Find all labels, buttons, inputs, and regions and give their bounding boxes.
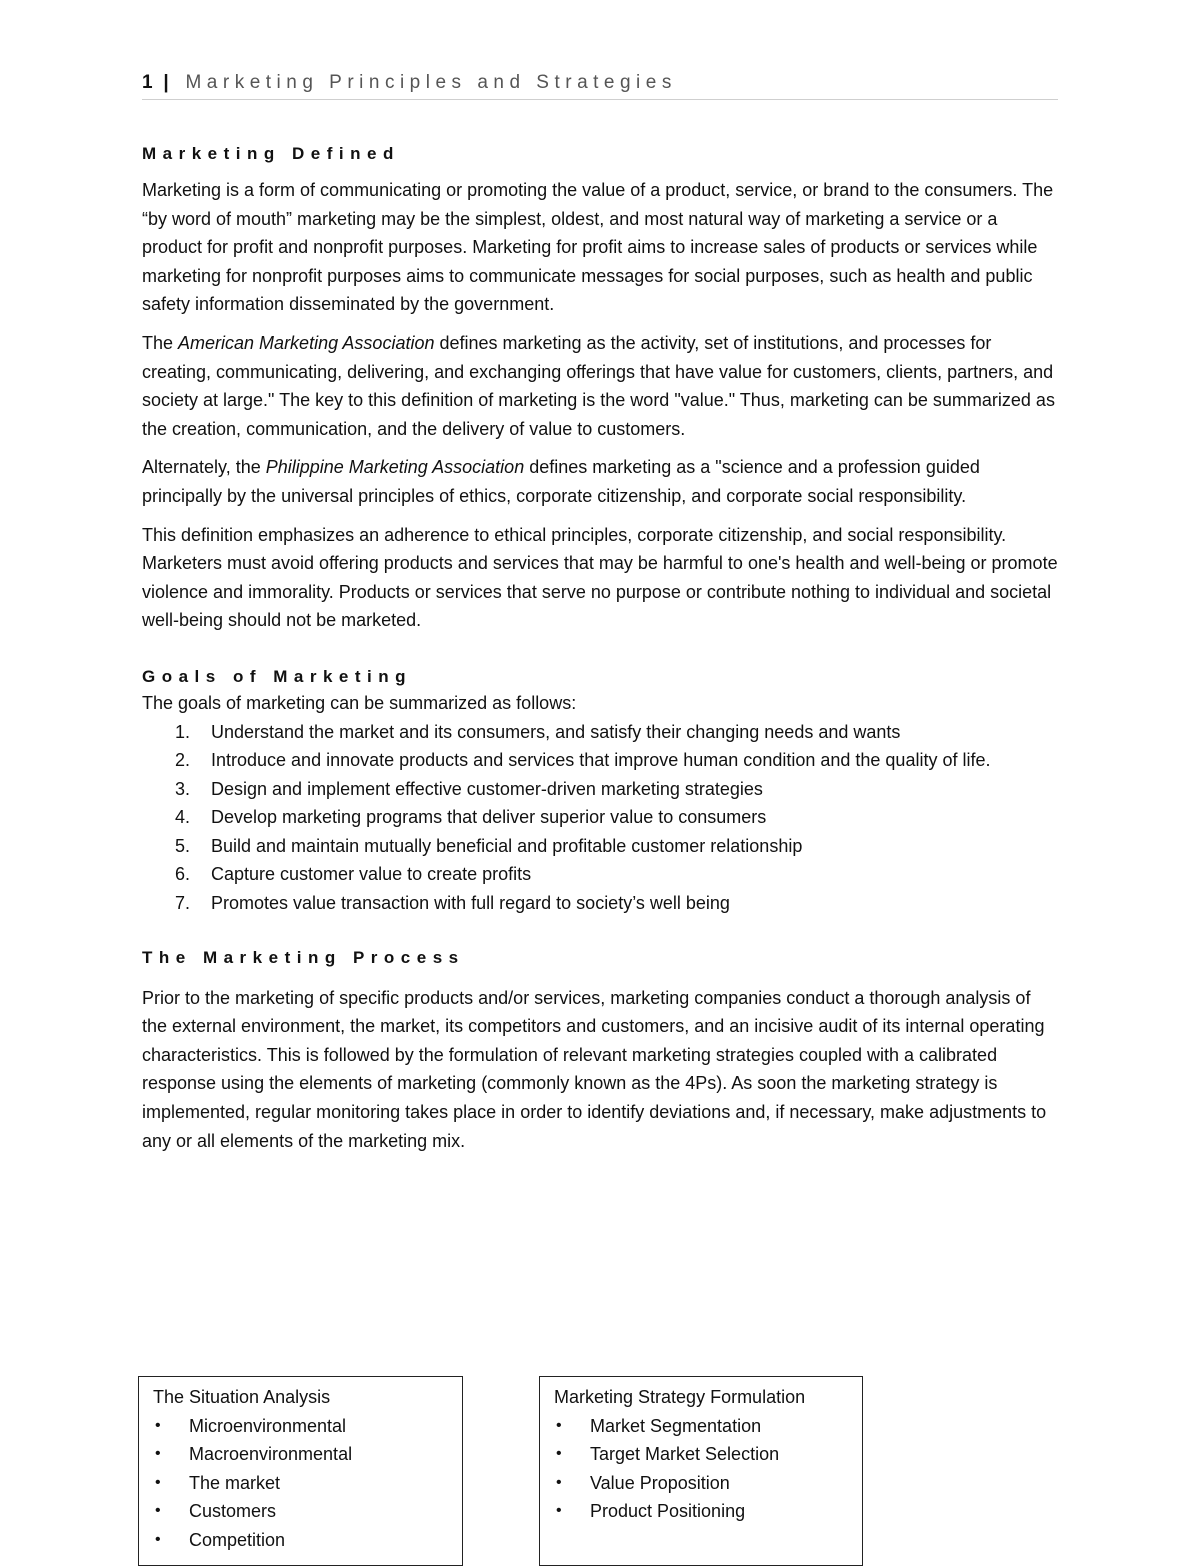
list-item-text: The market [189, 1472, 281, 1493]
list-item [142, 889, 1060, 918]
list-item-text: Introduce and innovate products and services that improve human condition and the quality of life. [211, 750, 991, 771]
bullet-icon: • [556, 1473, 562, 1491]
bullet-icon: • [155, 1416, 161, 1434]
list-number: 4. [175, 807, 191, 828]
paragraph [142, 453, 1060, 510]
bullet-icon: • [556, 1445, 562, 1462]
list-number: 7. [175, 893, 191, 914]
list-item-text: Develop marketing programs that deliver superior value to consumers [211, 807, 767, 828]
list-item [142, 775, 1060, 804]
bullet-icon: • [155, 1445, 161, 1462]
list-item-text: Target Market Selection [590, 1444, 780, 1464]
italic-org-name: Philippine Marketing Association [265, 457, 525, 478]
section-marketing-process [142, 948, 1060, 1156]
paragraph: This definition emphasizes an adherence to ethical principles, corporate citizenship, and social responsibility. Marketers must avoid offering products and services that may be harmful to one's health and well-being or promote violence and immorality. Products or services that serve no purpose or contribute nothing to individual and societal well-being should not be marketed. [142, 524, 1058, 631]
box-title: Marketing Strategy Formulation [554, 1387, 806, 1407]
bullet-icon: • [155, 1473, 161, 1491]
section-title-marketing-defined: Marketing Defined [142, 144, 400, 163]
list-item-text: Product Positioning [590, 1501, 746, 1521]
bullet-icon: • [556, 1502, 562, 1519]
list-item [153, 1469, 450, 1498]
list-item [153, 1526, 450, 1555]
list-item-text: Promotes value transaction with full regard to society’s well being [211, 893, 730, 914]
text-run: Alternately, the [142, 457, 266, 478]
list-number: 6. [175, 864, 191, 885]
list-item [142, 860, 1060, 889]
text-run: The [142, 332, 179, 353]
list-item [554, 1440, 850, 1469]
box-list [153, 1412, 450, 1555]
list-item [153, 1412, 450, 1441]
list-item-text: Macroenvironmental [189, 1444, 353, 1464]
list-item [142, 746, 1060, 775]
list-item-text: Build and maintain mutually beneficial and profitable customer relationship [211, 835, 803, 856]
paragraph: Prior to the marketing of specific products and/or services, marketing companies conduct a thorough analysis of the external environment, the market, its competitors and customers, and an incisive audit of its internal operating characteristics. This is followed by the formulation of relevant marketing strategies coupled with a calibrated response using the elements of marketing (commonly known as the 4Ps). As soon the marketing strategy is implemented, regular monitoring takes place in order to identify deviations and, if necessary, make adjustments to any or all elements of the marketing mix. [142, 987, 1047, 1151]
list-item-text: Capture customer value to create profits [211, 864, 532, 885]
list-item [142, 718, 1060, 747]
strategy-formulation-box [539, 1376, 863, 1566]
list-item [142, 832, 1060, 861]
header-separator: | [163, 72, 169, 93]
bullet-icon: • [155, 1530, 161, 1548]
list-item-text: Customers [189, 1501, 277, 1521]
paragraph [142, 329, 1060, 443]
text-run: defines marketing as the activity, set of institutions, and processes for creating, communicating, delivering, and exchanging offerings that have value for customers, clients, partners, and society at large." The key to this definition of marketing is the word "value." Thus, marketing can be summarized as the creation, communication, and the delivery of value to customers. [142, 332, 1055, 439]
page-number: 1 [142, 72, 153, 93]
list-item-text: Design and implement effective customer-driven marketing strategies [211, 778, 763, 799]
list-item [554, 1497, 850, 1526]
list-number: 5. [175, 835, 191, 856]
goals-list [142, 718, 1060, 918]
bullet-icon: • [155, 1502, 161, 1519]
list-item [153, 1440, 450, 1469]
list-item [153, 1497, 450, 1526]
list-number: 1. [175, 721, 191, 742]
header-title: Marketing Principles and Strategies [185, 72, 677, 93]
list-item-text: Value Proposition [590, 1472, 730, 1493]
text-run: defines marketing as a "science and a profession guided principally by the universal principles of ethics, corporate citizenship, and corporate social responsibility. [142, 457, 980, 506]
list-number: 2. [175, 750, 191, 771]
section-title-marketing-process: The Marketing Process [142, 947, 465, 967]
page-header [142, 72, 1058, 100]
section-goals [142, 667, 1060, 918]
paragraph: Marketing is a form of communicating or promoting the value of a product, service, or brand to the consumers. The “by word of mouth” marketing may be the simplest, oldest, and most natural way of marketing a service or a product for profit and nonprofit purposes. Marketing for profit aims to increase sales of products or services while marketing for nonprofit purposes aims to communicate messages for social purposes, such as health and public safety information disseminated by the government. [142, 180, 1054, 315]
list-item-text: Understand the market and its consumers, and satisfy their changing needs and wants [211, 721, 901, 742]
goals-intro: The goals of marketing can be summarized as follows: [142, 692, 577, 713]
list-item-text: Competition [189, 1529, 286, 1550]
list-item-text: Microenvironmental [189, 1415, 347, 1436]
section-title-goals: Goals of Marketing [142, 666, 413, 686]
list-item [142, 803, 1060, 832]
list-number: 3. [175, 778, 191, 799]
list-item [554, 1412, 850, 1441]
box-list [554, 1412, 850, 1526]
situation-analysis-box [138, 1376, 463, 1566]
list-item-text: Market Segmentation [590, 1415, 762, 1436]
list-item [554, 1469, 850, 1498]
italic-org-name: American Marketing Association [178, 332, 435, 353]
box-title: The Situation Analysis [153, 1387, 331, 1407]
bullet-icon: • [556, 1416, 562, 1434]
page-content [142, 144, 1060, 1155]
